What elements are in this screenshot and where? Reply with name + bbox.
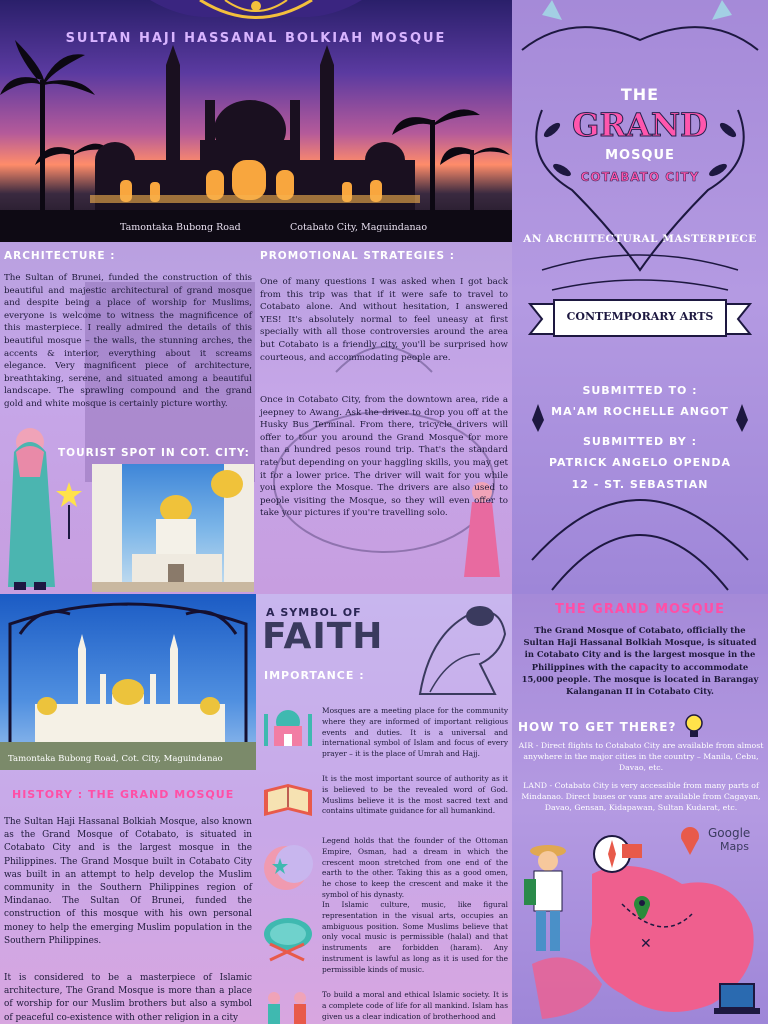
- banner-label: CONTEMPORARY ARTS: [566, 310, 714, 323]
- cover-city: COTABATO CITY: [580, 170, 700, 184]
- how-air: AIR - Direct flights to Cotabato City are available from almost anywhere in the major cities in the country – Manila, Cebu, Davao, etc.: [518, 741, 764, 773]
- directions-panel: [512, 594, 768, 1024]
- promo-panel: [256, 242, 512, 594]
- cover-mosque: MOSQUE: [605, 148, 675, 163]
- mosque-day-photo: [0, 594, 256, 770]
- google-maps-title: Google: [708, 826, 751, 840]
- importance-item-5: To build a moral and ethical Islamic society. It is a complete code of life for all mankind. Islam has given us a clear indication of brotherhood and: [322, 990, 508, 1021]
- map-pin-icon: [678, 826, 702, 856]
- importance-item-1: Mosques are a meeting place for the community where they are informed of important religious events and duties. It is a universal and international symbol of Islam and focus of every prayer – it is the place of Umrah and Hajj.: [322, 706, 508, 759]
- importance-item-4: In Islamic culture, music, like figural representation in the visual arts, occupies an ambiguous position. Some Muslims believe that only vocal music is permissible (halal) and that instruments are forbidden (haram). Any instrument is lawful as long as it is used for the permissible kinds of music.: [322, 900, 508, 974]
- submitted-to-label: SUBMITTED TO :: [582, 384, 698, 397]
- submitted-to-name: MA'AM ROCHELLE ANGOT: [551, 405, 729, 418]
- hero-address-right: Cotabato City, Maguindanao: [290, 222, 428, 233]
- faith-top: A SYMBOL OF: [266, 606, 362, 619]
- star-wand-icon: [54, 480, 84, 540]
- history-p2: It is considered to be a masterpiece of Islamic architecture, The Grand Mosque is more than a place of worship for our Muslim brothers but also a symbol of peaceful co-existence with other religion in a city: [4, 973, 252, 1023]
- lightbulb-icon: [682, 712, 706, 740]
- importance-item-2: It is the most important source of authority as it is believed to be the revealed word of God. Muslims believe it is the most sacred text and contains ultimate guidance for all humankind.: [322, 774, 508, 816]
- explorer-figure-icon: [516, 839, 580, 969]
- architecture-panel: [0, 242, 256, 594]
- svg-text:✕: ✕: [640, 936, 652, 952]
- hero-address-left: Tamontaka Bubong Road: [120, 222, 241, 233]
- drum-icon: [260, 914, 316, 966]
- submitted-by-label: SUBMITTED BY :: [583, 435, 697, 448]
- promo-p1: One of many questions I was asked when I got back from this trip was that if it were safe to travel to Cotabato alone. And without hesitation, I answered YES! It's absolutely normal to feel uneasy at first specially with all those controversies around the area but Cotabato is a friendly city, you'll be surprised how courteous, and accommodating people are.: [260, 277, 508, 363]
- google-maps-logo[interactable]: [708, 826, 750, 853]
- promo-heading: PROMOTIONAL STRATEGIES :: [260, 250, 455, 262]
- how-heading: HOW TO GET THERE?: [518, 720, 677, 734]
- people-icon: [260, 988, 316, 1024]
- tourist-heading: TOURIST SPOT IN COT. CITY:: [58, 447, 250, 459]
- contemporary-banner: [526, 298, 754, 340]
- faith-big: FAITH: [262, 616, 384, 657]
- grand-right-heading: THE GRAND MOSQUE: [555, 602, 725, 617]
- architecture-text: The Sultan of Brunei, funded the construction of this beautiful and majestic architectural of grand mosque and despite being a place of worship for Muslims, everyone is welcome to witness the magnificence of this masterpiece. I really admired the details of this beautiful mosque – the walls, the stunning arches, the accents & interior, everything about it screams elegance. Very magnificent piece of architecture, breathtaking, serene, and situated among a beautiful landscape. The sprawling compound and the grand gold and white mosque is certainly picture worthy.: [4, 273, 252, 409]
- grand-right-text: The Grand Mosque of Cotabato, officially the Sultan Haji Hassanal Bolkiah Mosque, is situated in Cotabato City and is the largest mosque in the Philippines with the capacity to accommodate 15,000 people. The mosque is located in Barangay Kalanganan II in Cotabato City.: [521, 625, 759, 697]
- tourist-photo: [92, 464, 254, 592]
- submitted-section: 12 - ST. SEBASTIAN: [571, 478, 709, 491]
- quran-icon: [260, 776, 316, 820]
- cover-tagline: AN ARCHITECTURAL MASTERPIECE: [523, 233, 757, 245]
- promo-p2: Once in Cotabato City, from the downtown area, ride a jeepney to Awang. Ask the driver to drop you off at the Husky Bus Terminal. From there, tricycle drivers will offer to tour you around the Grand Mosque for more than a hundred pesos round trip. That's the standard rate but depending on your haggling skills, you may get it for a lower price. The driver will wait for you while you explore the Mosque. The drivers are also used to people visiting the Mosque, so they will even offer to take your pictures if you're travelling solo.: [260, 395, 508, 519]
- crescent-star-icon: [260, 840, 316, 896]
- hero-title: SULTAN HAJI HASSANAL BOLKIAH MOSQUE: [65, 31, 447, 46]
- cover-the: THE: [620, 85, 660, 104]
- cover-panel: [512, 0, 768, 594]
- history-p1: The Sultan Haji Hassanal Bolkiah Mosque, also known as the Grand Mosque of Cotabato, is situated in Cotabato City and is the largest mosque in the Philippines. The Grand Mosque built in Cotabato City was built in an attempt to help develop the Muslim community in the Southern Philippines region of Mindanao. The Sultan Of Brunei, funded the construction of this mosque with his own personal money to help the emerging Muslim population in the Southern Philippines.: [4, 817, 252, 946]
- importance-item-3: Legend holds that the founder of the Ottoman Empire, Osman, had a dream in which the crescent moon stretched from one end of the earth to the other. Taking this as a good omen, he chose to keep the crescent and make it the symbol of his dynasty.: [322, 836, 508, 899]
- cover-grand: GRAND: [572, 106, 708, 144]
- submitted-by-name: PATRICK ANGELO OPENDA: [548, 456, 732, 469]
- history-panel: [0, 594, 256, 1024]
- photo2-caption: Tamontaka Bubong Road, Cot. City, Maguindanao: [8, 754, 223, 764]
- praying-man-icon: [400, 594, 510, 704]
- architecture-heading: ARCHITECTURE :: [4, 250, 116, 262]
- how-land: LAND - Cotabato City is very accessible from many parts of Mindanao. Direct buses or vans are available from Cagayan, Davao, Gensan, Kidapawan, Sultan Kudarat, etc.: [521, 781, 761, 813]
- faith-panel: [256, 594, 512, 1024]
- laptop-icon: [712, 980, 762, 1020]
- importance-heading: IMPORTANCE :: [264, 669, 365, 682]
- hero-photo: [0, 0, 512, 242]
- google-maps-sub: Maps: [720, 840, 749, 853]
- history-heading: HISTORY : THE GRAND MOSQUE: [12, 788, 235, 801]
- mosque-icon: [260, 704, 316, 748]
